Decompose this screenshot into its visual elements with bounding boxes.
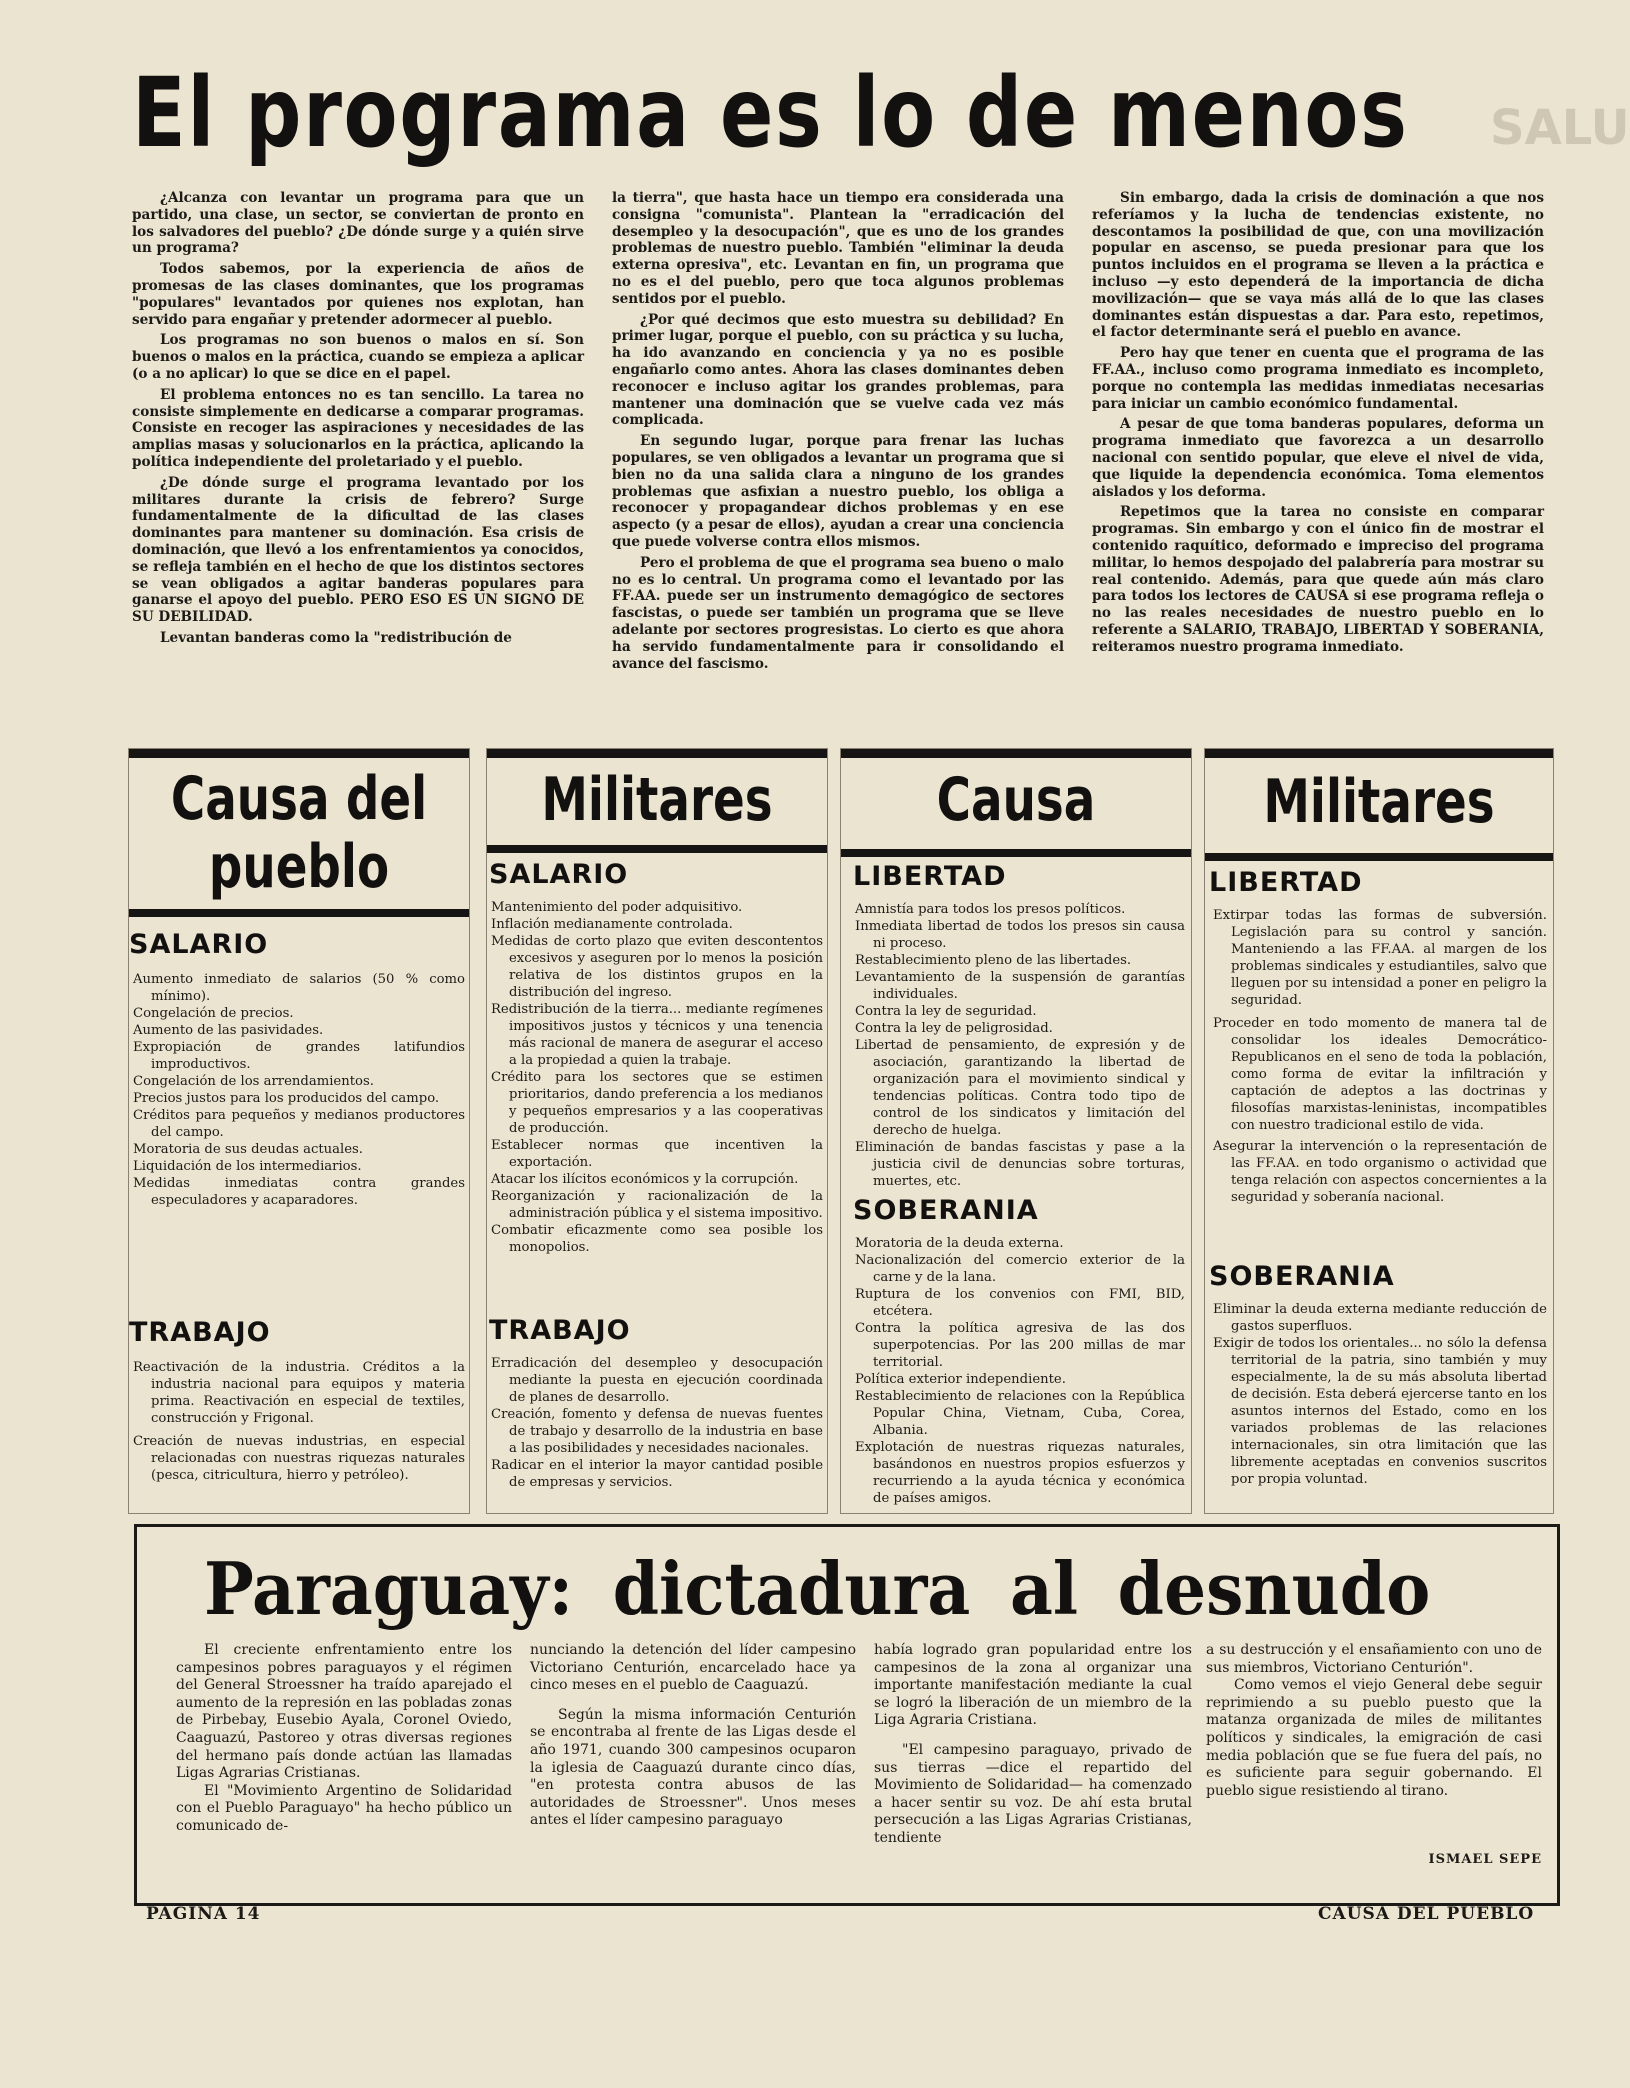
paragraph: El "Movimiento Argentino de Solidaridad con el Pueblo Paraguayo" ha hecho público un comunicado de-: [176, 1782, 512, 1834]
list-item: Levantamiento de la suspensión de garantías individuales.: [855, 970, 1185, 1002]
list-item: Moratoria de sus deudas actuales.: [133, 1142, 363, 1157]
paragraph: "El campesino paraguayo, privado de sus tierras —dice el repartido del Movimiento de Solidaridad— ha comenzado a hacer sentir su voz. De ahí esta brutal persecución a las Ligas Agrarias Cristianas, tendiente: [874, 1741, 1192, 1846]
section-heading-salario: SALARIO: [129, 929, 269, 960]
intro-column-1: [132, 190, 584, 728]
paraguay-column-4: [1206, 1642, 1542, 1850]
paragraph: El creciente enfrentamiento entre los campesinos pobres paraguayos y el régimen del General Stroessner ha traído aparejado el aumento de la represión en las pobladas zonas de Pirbebay, Eusebio Ayala, Coronel Oviedo, Caaguazú, Pastoreo y otras diversas regiones del hermano país donde actúan las llamadas Ligas Agrarias Cristianas.: [176, 1642, 512, 1782]
list-item: Congelación de los arrendamientos.: [133, 1074, 374, 1089]
paragraph: En segundo lugar, porque para frenar las luchas populares, se ven obligados a levantar un programa que si bien no da una salida clara a ninguno de los grandes problemas que asfixian a nuestro pueblo, los obliga a reconocer y propagandear dichos problemas y en ese aspecto (y a pesar de ellos), ayudan a crear una conciencia que puede volverse contra ellos mismos.: [612, 433, 1064, 550]
list-item: Contra la ley de peligrosidad.: [855, 1021, 1053, 1036]
column-title: Causa del pueblo: [170, 764, 428, 902]
comparison-column-causa-2: [840, 748, 1192, 1514]
title-rule: [1205, 853, 1553, 861]
paragraph: Todos sabemos, por la experiencia de años de promesas de las clases dominantes, que los programas "populares" levantados por quienes nos explotan, han servido para engañar y pretender adormecer al pueblo.: [132, 261, 584, 328]
list-item: Libertad de pensamiento, de expresión y de asociación, garantizando la libertad de organización para el movimiento sindical y tendencias políticas. Contra todo tipo de control de los sindicatos y limitación del derecho de huelga.: [855, 1038, 1185, 1138]
page-number: PAGINA 14: [146, 1904, 261, 1924]
title-rule: [841, 849, 1191, 857]
column-title: Militares: [1263, 767, 1495, 837]
paragraph: ¿Alcanza con levantar un programa para que un partido, una clase, un sector, se conviertan de pronto en los salvadores del pueblo? ¿De dónde surge y a quién sirve un programa?: [132, 190, 584, 257]
paragraph: la tierra", que hasta hace un tiempo era considerada una consigna "comunista". Plantean la "erradicación del desempleo y la desocupación", que es uno de los grandes problemas de nuestro pueblo. También "eliminar la deuda externa opresiva", etc. Levantan en fin, un programa que no es el del pueblo, pero que toca algunos problemas sentidos por el pueblo.: [612, 190, 1064, 307]
list-item: Atacar los ilícitos económicos y la corrupción.: [491, 1172, 799, 1187]
section-heading-trabajo: TRABAJO: [129, 1317, 271, 1348]
intro-column-3: [1092, 190, 1544, 728]
list-item: Mantenimiento del poder adquisitivo.: [491, 900, 743, 915]
list-item: Contra la política agresiva de las dos superpotencias. Por las 200 millas de mar territorial.: [855, 1321, 1185, 1370]
comparison-column-causa-1: [128, 748, 470, 1514]
bleed-through-text: SALU: [1490, 100, 1630, 156]
list-item: Contra la ley de seguridad.: [855, 1004, 1037, 1019]
list-item: Créditos para pequeños y medianos productores del campo.: [133, 1108, 465, 1140]
list-item: Extirpar todas las formas de subversión. Legislación para su control y sanción. Manteniendo a las FF.AA. al margen de los problemas sindicales y estudiantiles, salvo que lleguen por su intensidad a poner en peligro la seguridad.: [1213, 908, 1547, 1008]
list-item: Eliminar la deuda externa mediante reducción de gastos superfluos.: [1213, 1302, 1547, 1334]
top-rule: [1205, 749, 1553, 758]
author-signature: ISMAEL SEPE: [1428, 1852, 1542, 1867]
libertad-list: [855, 901, 1185, 1190]
list-item: Inflación medianamente controlada.: [491, 917, 733, 932]
paragraph: Repetimos que la tarea no consiste en comparar programas. Sin embargo y con el único fin de mostrar el contenido raquítico, deformado e impreciso del programa militar, lo hemos despojado del palabrería para mostrar su real contenido. Además, para que quede aún más claro para todos los lectores de CAUSA si ese programa refleja o no las reales necesidades de nuestro pueblo en lo referente a SALARIO, TRABAJO, LIBERTAD Y SOBERANIA, reiteramos nuestro programa inmediato.: [1092, 504, 1544, 655]
paragraph: Como vemos el viejo General debe seguir reprimiendo a su pueblo puesto que la matanza organizada de miles de militantes políticos y sindicales, la emigración de casi media población que se fue fuera del país, no es suficiente para seguir gobernando. El pueblo sigue resistiendo al tirano.: [1206, 1677, 1542, 1799]
list-item: Inmediata libertad de todos los presos sin causa ni proceso.: [855, 919, 1185, 951]
top-rule: [487, 749, 827, 758]
intro-column-2: [612, 190, 1064, 728]
list-item: Política exterior independiente.: [855, 1372, 1066, 1387]
list-item: Congelación de precios.: [133, 1006, 294, 1021]
list-item: Exigir de todos los orientales... no sólo la defensa territorial de la patria, sino también y muy especialmente, la de su más absoluta libertad de decisión. Esta deberá ejercerse tanto en los asuntos internos del Estado, como en los variados problemas de las relaciones internacionales, sin otra limitación que las libremente aceptadas en convenios suscritos por propia voluntad.: [1213, 1336, 1547, 1487]
section-heading-soberania: SOBERANIA: [1209, 1261, 1395, 1292]
section-heading-soberania: SOBERANIA: [853, 1195, 1039, 1226]
main-headline: El programa es lo de menos: [132, 57, 1409, 169]
paragraph: Sin embargo, dada la crisis de dominación a que nos referíamos y la lucha de tendencias existente, no descontamos la posibilidad de que, con una movilización popular en ascenso, se pueda presionar para que los puntos incluidos en el programa se lleven a la práctica e incluso —y esto dependerá de la importancia de dicha movilización— que se vaya más allá de lo que las clases dominantes están dispuestas a dar. Para esto, repetimos, el factor determinante será el pueblo en avance.: [1092, 190, 1544, 341]
paraguay-column-3: [874, 1642, 1192, 1892]
trabajo-list: [133, 1359, 465, 1484]
section-heading-trabajo: TRABAJO: [489, 1315, 631, 1346]
title-rule: [487, 845, 827, 853]
list-item: Ruptura de los convenios con FMI, BID, etcétera.: [855, 1287, 1185, 1319]
soberania-list: [1213, 1301, 1547, 1488]
list-item: Asegurar la intervención o la representación de las FF.AA. en todo organismo o actividad que tenga relación con aspectos concernientes a la seguridad y soberanía nacional.: [1213, 1139, 1547, 1205]
list-item: Explotación de nuestras riquezas naturales, basándonos en nuestros propios esfuerzos y recurriendo a la ayuda técnica y económica de países amigos.: [855, 1440, 1185, 1506]
list-item: Establecer normas que incentiven la exportación.: [491, 1138, 823, 1170]
list-item: Erradicación del desempleo y desocupación mediante la puesta en ejecución coordinada de planes de desarrollo.: [491, 1356, 823, 1405]
section-heading-libertad: LIBERTAD: [853, 861, 1007, 892]
title-rule: [129, 909, 469, 917]
paragraph: Pero el problema de que el programa sea bueno o malo no es lo central. Un programa como el levantado por las FF.AA. puede ser un instrumento demagógico de sectores fascistas, o puede ser también un programa que se lleve adelante por sectores progresistas. Lo cierto es que ahora ha servido fundamentalmente para ir consolidando el avance del fascismo.: [612, 554, 1064, 672]
paragraph: A pesar de que toma banderas populares, deforma un programa inmediato que favorezca a un desarrollo nacional con sentido popular, que eleve el nivel de vida, que liquide la dependencia económica. Toma elementos aislados y los deforma.: [1092, 416, 1544, 500]
list-item: Nacionalización del comercio exterior de la carne y de la lana.: [855, 1253, 1185, 1285]
list-item: Combatir eficazmente como sea posible los monopolios.: [491, 1223, 823, 1255]
list-item: Restablecimiento de relaciones con la República Popular China, Vietnam, Cuba, Corea, Albania.: [855, 1389, 1185, 1438]
paragraph: Pero hay que tener en cuenta que el programa de las FF.AA., incluso como programa inmediato es incompleto, porque no contempla las medidas inmediatas necesarias para iniciar un cambio económico fundamental.: [1092, 345, 1544, 412]
list-item: Aumento inmediato de salarios (50 % como mínimo).: [133, 972, 465, 1004]
soberania-list: [855, 1235, 1185, 1507]
list-item: Creación de nuevas industrias, en especial relacionadas con nuestras riquezas naturales (pesca, citricultura, hierro y petróleo).: [133, 1434, 465, 1483]
paragraph: ¿Por qué decimos que esto muestra su debilidad? En primer lugar, porque el pueblo, con su práctica y su lucha, ha ido avanzando en conciencia y ya no es posible engañarlo como antes. Ahora las clases dominantes deben reconocer e incluso agitar los grandes problemas, para mantener una dominación que se vuelve cada vez más complicada.: [612, 311, 1064, 429]
list-item: Moratoria de la deuda externa.: [855, 1236, 1064, 1251]
list-item: Expropiación de grandes latifundios improductivos.: [133, 1040, 465, 1072]
publication-name: CAUSA DEL PUEBLO: [1318, 1904, 1535, 1924]
list-item: Creación, fomento y defensa de nuevas fuentes de trabajo y desarrollo de la industria en base a las posibilidades y necesidades nacionales.: [491, 1407, 823, 1456]
list-item: Proceder en todo momento de manera tal de consolidar los ideales Democrático-Republicanos en el seno de toda la población, como forma de evitar la infiltración y captación de adeptos a las doctrinas y filosofías marxistas-leninistas, incompatibles con nuestro tradicional estilo de vida.: [1213, 1016, 1547, 1133]
paragraph: Los programas no son buenos o malos en sí. Son buenos o malos en la práctica, cuando se empieza a aplicar (o a no aplicar) lo que se dice en el papel.: [132, 332, 584, 382]
paragraph: Levantan banderas como la "redistribución de: [160, 629, 512, 646]
paragraph: El problema entonces no es tan sencillo. La tarea no consiste simplemente en dedicarse a comparar programas. Consiste en recoger las aspiraciones y necesidades de las amplias masas y solucionarlos en la práctica, aplicando la política independiente del proletariado y el pueblo.: [132, 386, 584, 470]
list-item: Reorganización y racionalización de la administración pública y el sistema impositivo.: [491, 1189, 823, 1221]
list-item: Liquidación de los intermediarios.: [133, 1159, 362, 1174]
paraguay-headline: Paraguay: dictadura al desnudo: [204, 1546, 1431, 1631]
top-rule: [841, 749, 1191, 758]
list-item: Eliminación de bandas fascistas y pase a la justicia civil de denuncias sobre torturas, muertes, etc.: [855, 1140, 1185, 1189]
paragraph: a su destrucción y el ensañamiento con uno de sus miembros, Victoriano Centurión".: [1206, 1642, 1542, 1676]
list-item: Redistribución de la tierra... mediante regímenes impositivos justos y técnicos y una tenencia más racional de manera de asegurar el acceso a la propiedad a quien la trabaje.: [491, 1002, 823, 1068]
salario-list: [491, 899, 823, 1256]
comparison-column-militares-2: [1204, 748, 1554, 1514]
list-item: Restablecimiento pleno de las libertades.: [855, 953, 1132, 968]
paraguay-column-2: [530, 1642, 856, 1892]
column-title: Militares: [541, 765, 773, 835]
paragraph: había logrado gran popularidad entre los campesinos de la zona al organizar una importante manifestación mediante la cual se logró la liberación de un miembro de la Liga Agraria Cristiana.: [874, 1642, 1192, 1729]
top-rule: [129, 749, 469, 758]
section-heading-libertad: LIBERTAD: [1209, 867, 1363, 898]
paragraph: nunciando la detención del líder campesino Victoriano Centurión, encarcelado hace ya cinco meses en el pueblo de Caaguazú.: [530, 1642, 856, 1694]
paragraph: Según la misma información Centurión se encontraba al frente de las Ligas desde el año 1971, cuando 300 campesinos ocuparon la iglesia de Caaguazú durante cinco días, "en protesta contra abusos de las autoridades de Stroessner". Unos meses antes el líder campesino paraguayo: [530, 1706, 856, 1829]
salario-list: [133, 971, 465, 1209]
list-item: Aumento de las pasividades.: [133, 1023, 324, 1038]
column-title: Causa: [936, 765, 1096, 835]
trabajo-list: [491, 1355, 823, 1491]
list-item: Reactivación de la industria. Créditos a la industria nacional para equipos y materia prima. Reactivación en especial de textiles, construcción y Frigonal.: [133, 1360, 465, 1426]
libertad-list: [1213, 907, 1547, 1206]
paraguay-column-1: [176, 1642, 512, 1892]
list-item: Precios justos para los producidos del campo.: [133, 1091, 440, 1106]
section-heading-salario: SALARIO: [489, 859, 629, 890]
list-item: Radicar en el interior la mayor cantidad posible de empresas y servicios.: [491, 1458, 823, 1490]
list-item: Amnistía para todos los presos políticos.: [855, 902, 1126, 917]
list-item: Medidas inmediatas contra grandes especuladores y acaparadores.: [133, 1176, 465, 1208]
comparison-column-militares-1: [486, 748, 828, 1514]
list-item: Medidas de corto plazo que eviten descontentos excesivos y aseguren por lo menos la posición relativa de los distintos grupos en la distribución del ingreso.: [491, 934, 823, 1000]
list-item: Crédito para los sectores que se estimen prioritarios, dando preferencia a los medianos y pequeños empresarios y a las cooperativas de producción.: [491, 1070, 823, 1136]
paragraph: ¿De dónde surge el programa levantado por los militares durante la crisis de febrero? Surge fundamentalmente de la dificultad de las clases dominantes para mantener su dominación. Esa crisis de dominación, que llevó a los enfrentamientos ya conocidos, se refleja también en el hecho de que los distintos sectores se vean obligados a agitar banderas populares para ganarse el apoyo del pueblo. PERO ESO ES UN SIGNO DE SU DEBILIDAD.: [132, 474, 584, 626]
